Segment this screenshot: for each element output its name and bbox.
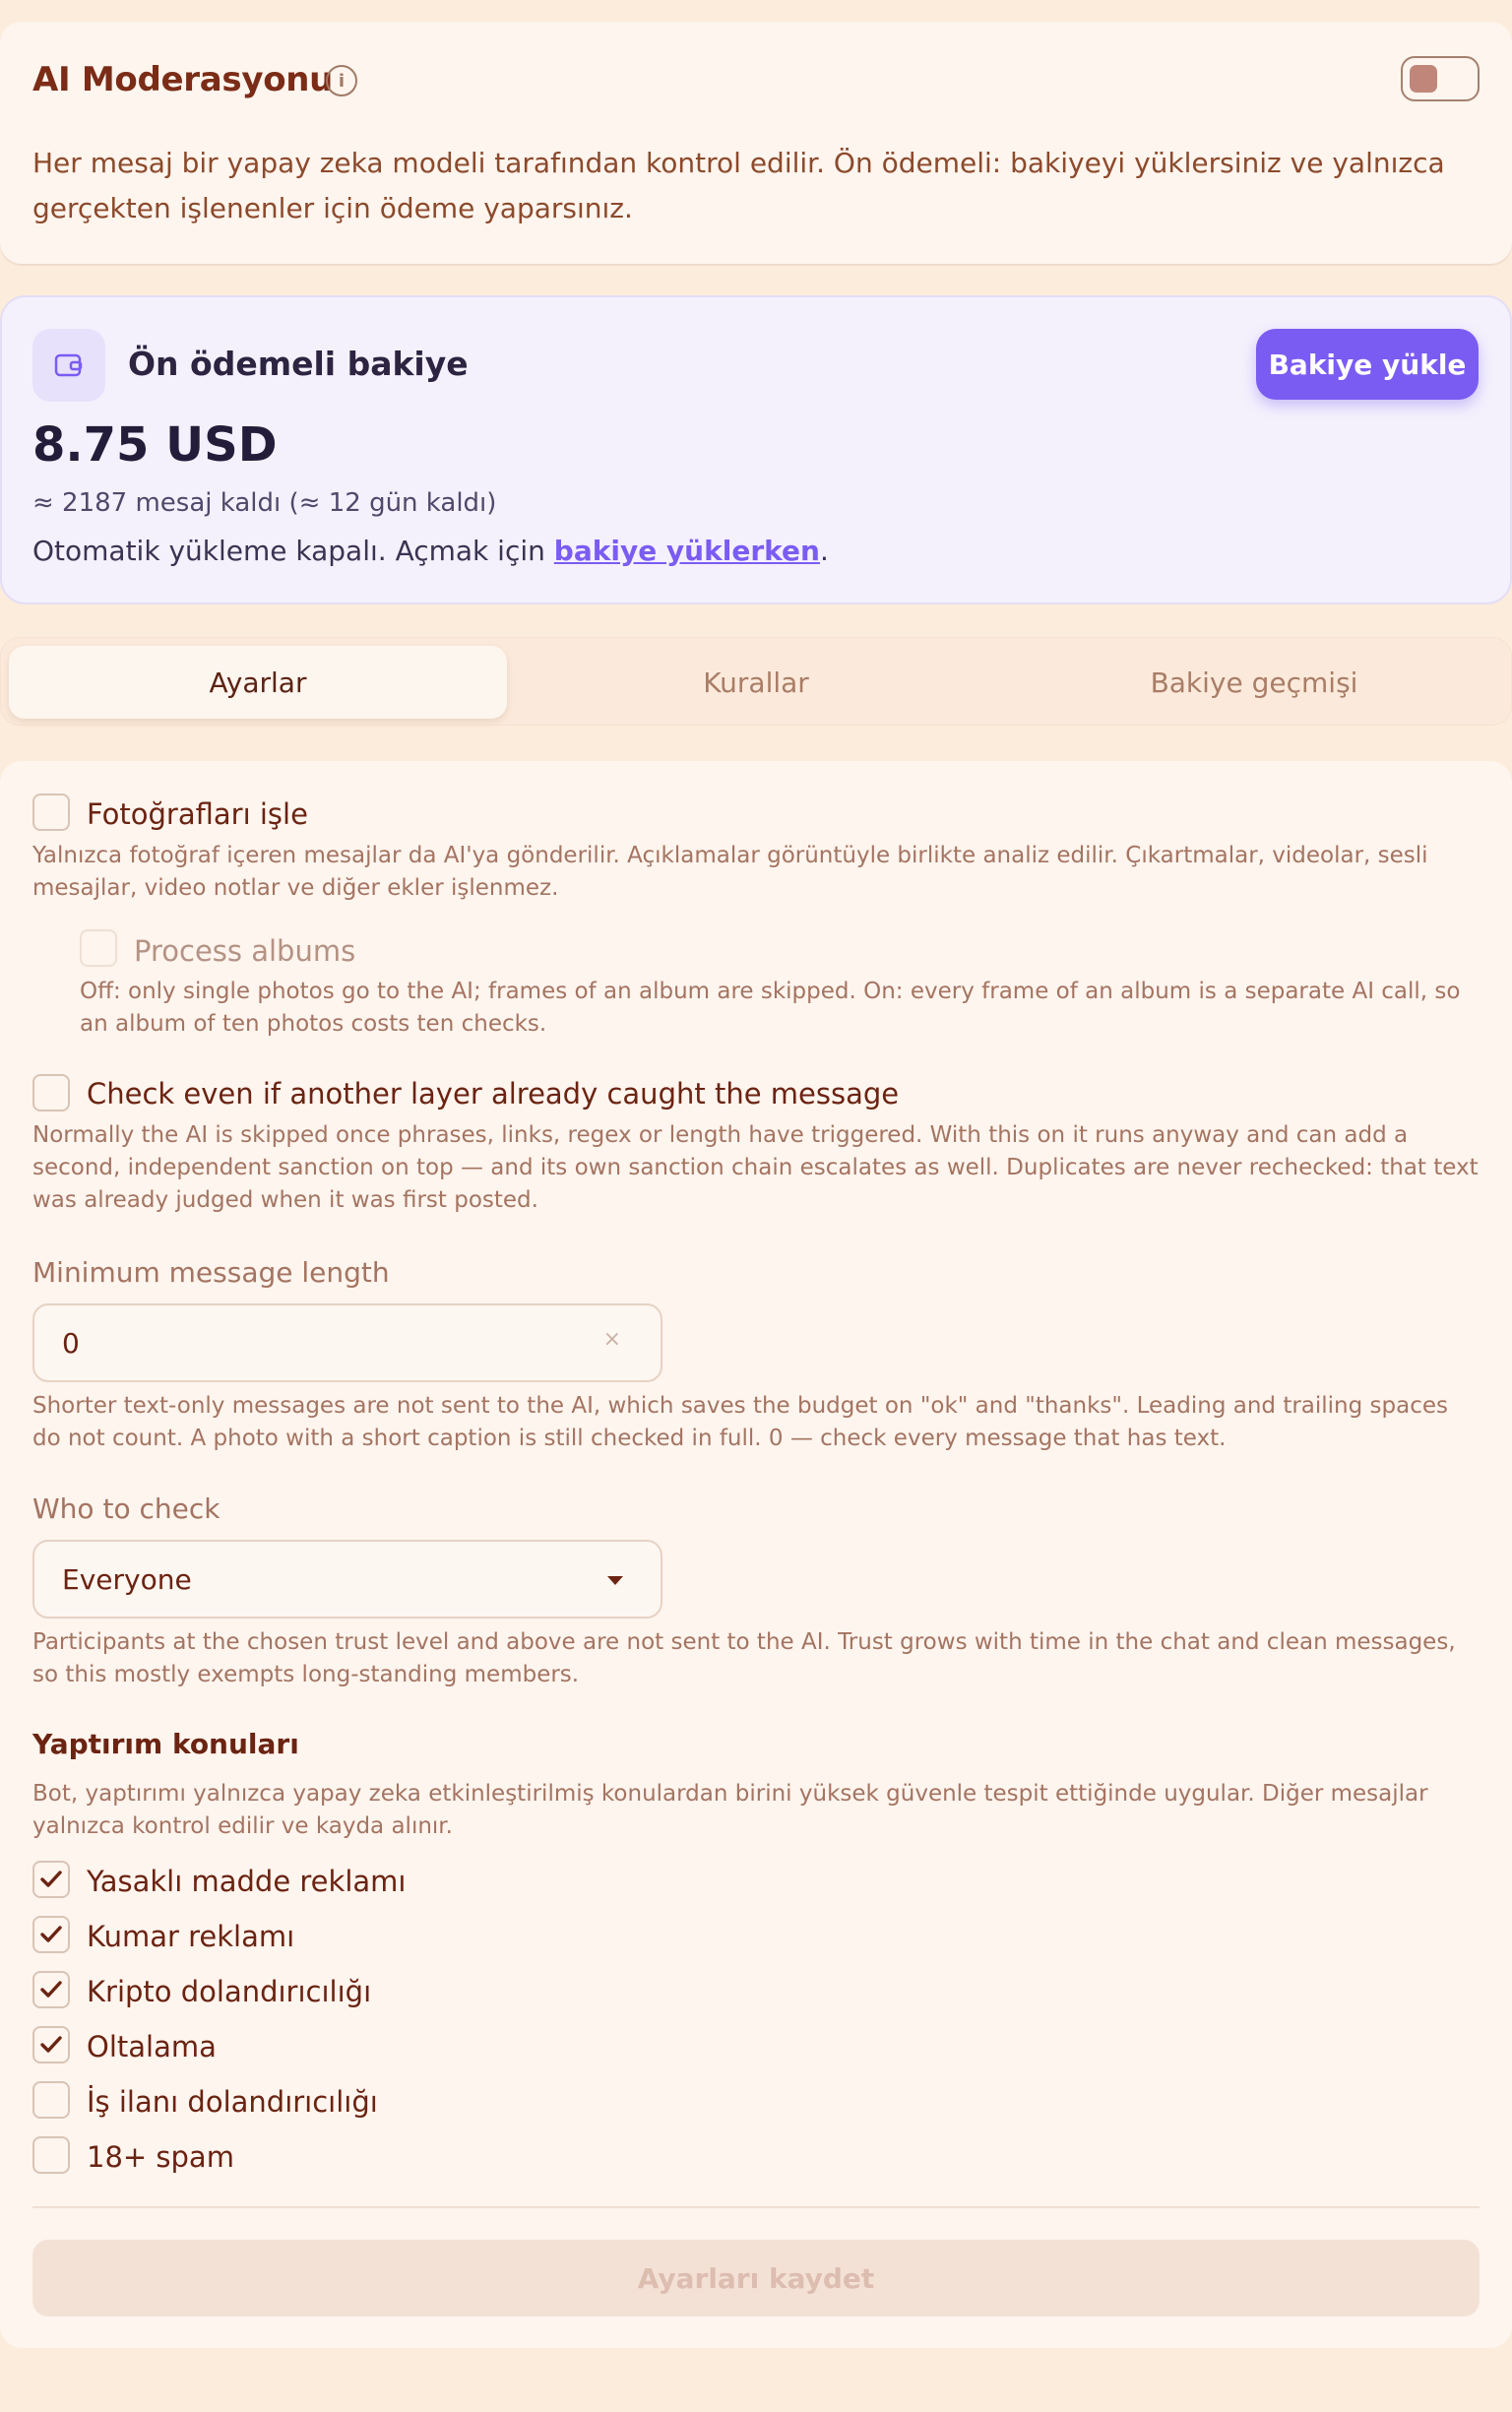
check-icon [39,1980,63,1999]
who-to-check-help: Participants at the chosen trust level and above are not sent to the AI. Trust grows with time in the chat and clean messages, so this mostly exempts long-standing members. [32,1629,1456,1687]
topic-checkbox[interactable] [32,2136,70,2174]
min-length-value: 0 [62,1326,80,1360]
topics-help: Bot, yaptırımı yalnızca yapay zeka etkinleştirilmiş konulardan birini yüksek güvenle tespit ettiğinde uygular. Diğer mesajlar yalnızca kontrol edilir ve kayda alınır. [32,1781,1428,1839]
topic-checkbox[interactable] [32,1861,70,1898]
process-photos-help: Yalnızca fotoğraf içeren mesajlar da AI'ya gönderilir. Açıklamalar görüntüyle birlikte analiz edilir. Çıkartmalar, videolar, sesli mesajlar, video notlar ve diğer ekler işlenmez. [32,843,1428,901]
check-icon [39,1925,63,1944]
min-length-help: Shorter text-only messages are not sent to the AI, which saves the budget on "ok" and "thanks". Leading and trailing spaces do not count. A photo with a short caption is still checked in full. 0 — check every message that has text. [32,1393,1449,1451]
tab-settings[interactable]: Ayarlar [9,646,507,719]
topic-label: Oltalama [87,2030,217,2063]
balance-remaining: ≈ 2187 mesaj kaldı (≈ 12 gün kaldı) [32,488,497,518]
process-photos-label: Fotoğrafları işle [87,797,308,831]
topic-checkbox[interactable] [32,2081,70,2119]
process-albums-checkbox[interactable] [80,929,117,967]
topics-title: Yaptırım konuları [32,1728,299,1760]
process-albums-help: Off: only single photos go to the AI; frames of an album are skipped. On: every frame of an album is a separate AI call, so an album of ten photos costs ten checks. [80,979,1461,1037]
min-length-label: Minimum message length [32,1256,390,1289]
toggle-knob [1410,65,1437,93]
who-to-check-label: Who to check [32,1492,220,1525]
topic-checkbox[interactable] [32,1971,70,2008]
check-caught-help: Normally the AI is skipped once phrases, links, regex or length have triggered. With this on it runs anyway and can add a second, independent sanction on top — and its own sanction chain escalates as well. Duplicates are never rechecked: that text was already judged when it was first posted. [32,1122,1479,1213]
topup-button[interactable]: Bakiye yükle [1256,329,1479,400]
topic-label: Kumar reklamı [87,1920,295,1953]
min-length-input[interactable] [32,1303,662,1382]
process-albums-label: Process albums [134,934,356,968]
tab-balance-history[interactable]: Bakiye geçmişi [1150,666,1358,699]
who-to-check-select[interactable] [32,1540,662,1619]
balance-title: Ön ödemeli bakiye [128,345,469,383]
chevron-down-icon [607,1576,623,1585]
save-button[interactable]: Ayarları kaydet [32,2240,1480,2317]
divider [32,2206,1480,2208]
check-icon [39,1870,63,1889]
topup-link[interactable]: bakiye yüklerken [553,535,820,567]
clear-icon[interactable]: × [602,1327,621,1352]
enable-toggle[interactable] [1401,56,1480,101]
tab-bar [0,637,1512,726]
wallet-icon [32,329,105,402]
auto-topup-prefix: Otomatik yükleme kapalı. Açmak için [32,535,554,567]
auto-topup-suffix: . [819,535,829,567]
balance-amount: 8.75 USD [32,417,278,473]
topic-label: 18+ spam [87,2140,234,2174]
tab-rules[interactable]: Kurallar [703,666,809,699]
topic-label: Kripto dolandırıcılığı [87,1975,372,2008]
check-caught-label: Check even if another layer already caught the message [87,1077,900,1111]
topic-checkbox[interactable] [32,1916,70,1953]
auto-topup-text [32,535,829,567]
check-icon [39,2035,63,2055]
check-caught-checkbox[interactable] [32,1074,70,1111]
topic-label: İş ilanı dolandırıcılığı [87,2085,378,2119]
topic-checkbox[interactable] [32,2026,70,2063]
header-description: Her mesaj bir yapay zeka modeli tarafından kontrol edilir. Ön ödemeli: bakiyeyi yüklersiniz ve yalnızca gerçekten işlenenler için ödeme yaparsınız. [32,147,1445,224]
info-icon[interactable]: i [326,65,357,96]
topic-label: Yasaklı madde reklamı [87,1865,407,1898]
page-title: AI Moderasyonu [32,60,334,99]
who-to-check-value: Everyone [62,1562,192,1596]
process-photos-checkbox[interactable] [32,793,70,831]
